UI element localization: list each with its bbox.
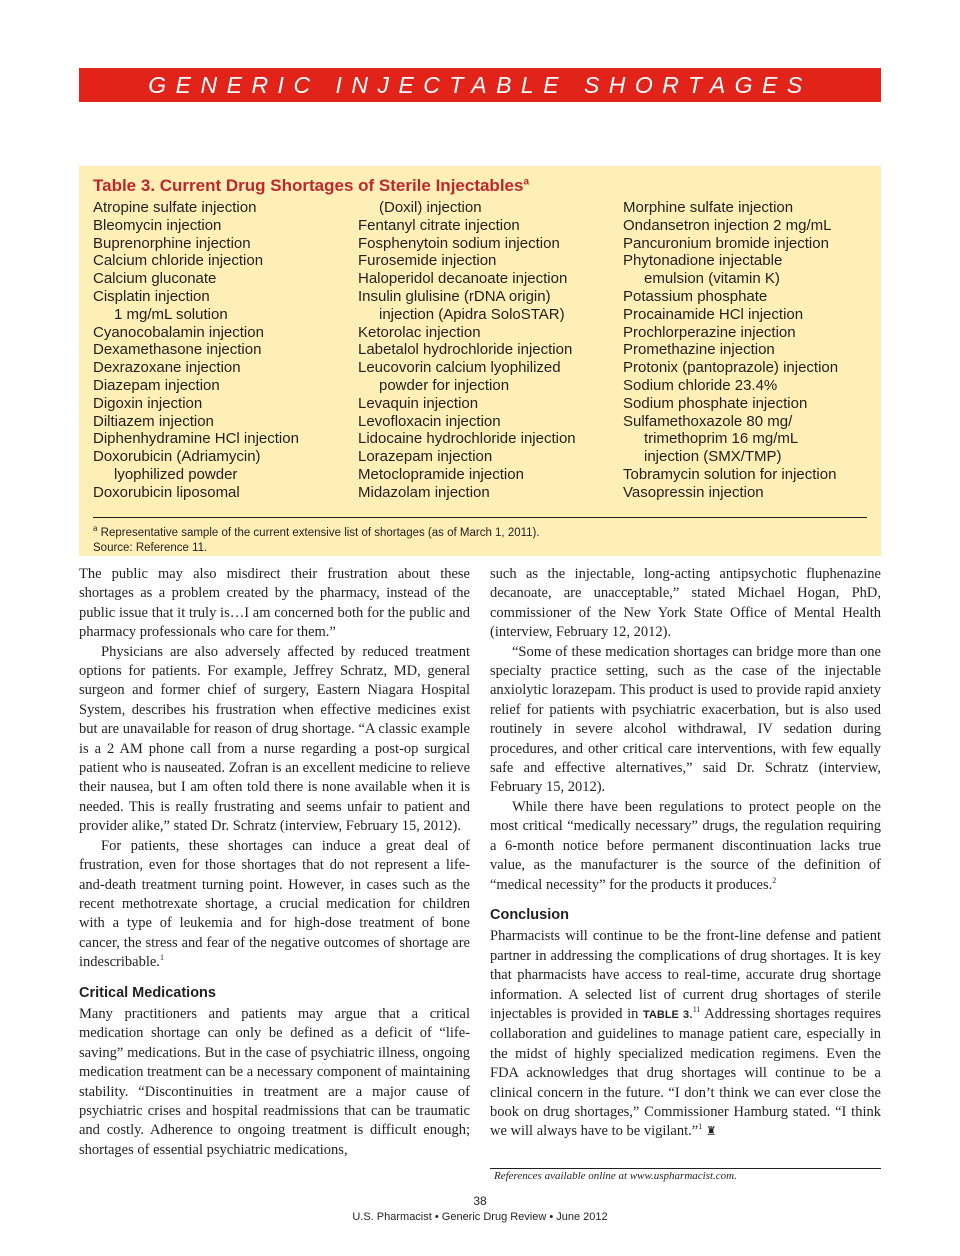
list-item: injection (Apidra SoloSTAR) [379, 305, 565, 323]
page-number: 38 [473, 1194, 487, 1208]
list-item: Doxorubicin (Adriamycin) [93, 448, 261, 466]
list-item: Dexamethasone injection [93, 341, 262, 359]
list-item: Sulfamethoxazole 80 mg/ [623, 412, 793, 430]
list-item: Doxorubicin liposomal [93, 483, 240, 501]
list-item: (Doxil) injection [379, 199, 482, 216]
list-item: Calcium gluconate [93, 270, 217, 288]
list-item: Lorazepam injection [358, 448, 493, 466]
end-of-article-icon: ♜ [705, 1124, 717, 1139]
list-item: Cisplatin injection [93, 287, 210, 305]
table-column-1 [93, 199, 299, 502]
list-item: Midazolam injection [358, 483, 490, 501]
list-item: Fentanyl citrate injection [358, 216, 520, 234]
list-item: Tobramycin solution for injection [623, 465, 837, 483]
body-column-left [79, 565, 470, 1160]
list-item: injection (SMX/TMP) [644, 448, 782, 466]
list-item: powder for injection [379, 376, 510, 394]
body-column-right [490, 565, 881, 1142]
paragraph: For patients, these shortages can induce a great deal of frustration, even for those shortages that do not represent a life-and-death treatment turning point. However, in cases such as the recent methotrexate shortage, a crucial medication for children with a type of leukemia and for high-dose treatment of bone cancer, the stress and fear of the negative outcomes of shortage are indescribable.$^1$ [79, 837, 470, 971]
list-item: Pancuronium bromide injection [623, 234, 829, 252]
references-divider [490, 1168, 881, 1169]
list-item: Insulin glulisine (rDNA origin) [358, 287, 551, 305]
list-item: Haloperidol decanoate injection [358, 270, 568, 288]
list-item: Sodium chloride 23.4% [623, 376, 778, 394]
list-item: Digoxin injection [93, 394, 203, 412]
list-item: Leucovorin calcium lyophilized [358, 359, 561, 377]
list-item: Promethazine injection [623, 341, 775, 359]
paragraph: “Some of these medication shortages can bridge more than one specialty practice setting, such as the case of the injectable anxiolytic lorazepam. This product is used to provide rapid anxiety relief for patients with psychiatric exacerbation, but is also used routinely in severe alcohol withdrawal, IV sedation during procedures, and other critical care interventions, with few equally safe and effective alternatives,” said Dr. Schratz (interview, February 15, 2012). [490, 643, 881, 796]
list-item: Buprenorphine injection [93, 234, 251, 252]
list-item: Ondansetron injection 2 mg/mL [623, 216, 832, 234]
list-item: Labetalol hydrochloride injection [358, 341, 573, 359]
list-item: Metoclopramide injection [358, 465, 524, 483]
list-item: Levofloxacin injection [358, 412, 501, 430]
paragraph: The public may also misdirect their frustration about these shortages as a problem created by the pharmacy, instead of the public issue that it truly is…I am concerned both for the public and pharmacy professionals who care for them.” [79, 566, 470, 641]
paragraph: Physicians are also adversely affected by reduced treatment options for patients. For example, Jeffrey Schratz, MD, general surgeon and former chief of surgery, Eastern Niagara Hospital System, describes his frustration when effective medicines exist but are unavailable for reason of drug shortage. “A classic example is a 2 AM phone call from a nurse regarding a post-op surgical patient who is nauseated. Zofran is an excellent medicine to relieve their nausea, but I am often told there is none available when it is needed. This is really frustrating and seems unfair to patient and provider alike,” stated Dr. Schratz (interview, February 15, 2012). [79, 643, 470, 835]
list-item: trimethoprim 16 mg/mL [644, 430, 799, 448]
drug-shortage-table [79, 166, 881, 556]
list-item: 1 mg/mL solution [114, 305, 228, 323]
list-item: Furosemide injection [358, 252, 497, 270]
list-item: Cyanocobalamin injection [93, 323, 264, 341]
list-item: Potassium phosphate [623, 287, 768, 305]
paragraph: Many practitioners and patients may argue that a critical medication shortage can only be defined as a deficit of “life-saving” medications. But in the case of psychiatric illness, ongoing medication treatment can be a necessary component of maintaining stability. “Discontinuities in treatment are a major cause of psychiatric crises and hospital readmissions that can be traumatic and costly. Adherence to ongoing treatment is difficult enough; shortages of essential psychiatric medications, [79, 1005, 470, 1158]
section-heading-critical-medications: Critical Medications [79, 984, 216, 1001]
list-item: Protonix (pantoprazole) injection [623, 359, 839, 377]
list-item: emulsion (vitamin K) [644, 270, 780, 288]
list-item: Phytonadione injectable [623, 252, 783, 270]
list-item: Levaquin injection [358, 394, 479, 412]
table-column-3 [623, 199, 838, 502]
list-item: lyophilized powder [114, 465, 238, 483]
list-item: Dexrazoxane injection [93, 359, 241, 377]
list-item: Diltiazem injection [93, 412, 214, 430]
list-item: Calcium chloride injection [93, 252, 264, 270]
publication-footer: U.S. Pharmacist • Generic Drug Review • June 2012 [352, 1211, 608, 1223]
table-column-2 [358, 199, 576, 502]
paragraph: such as the injectable, long-acting antipsychotic fluphenazine decanoate, are unacceptable,” stated Michael Hogan, PhD, commissioner of the New York State Office of Mental Health (interview, February 12, 2012). [490, 566, 881, 641]
table-footnote: $^a$ Representative sample of the current extensive list of shortages (as of March 1, 2011). Source: Reference 11. [93, 524, 540, 554]
section-banner: GENERIC INJECTABLE SHORTAGES [79, 68, 881, 102]
list-item: Lidocaine hydrochloride injection [358, 430, 576, 448]
paragraph: While there have been regulations to protect people on the most critical “medically necessary” drugs, the regulation requiring a 6-month notice before permanent discontinuation lacks true value, as the manufacturer is the source of the definition of “medical necessity” for the products it produces.$^2$ [490, 798, 881, 893]
table-divider [93, 517, 867, 518]
list-item: Prochlorperazine injection [623, 323, 796, 341]
list-item: Fosphenytoin sodium injection [358, 234, 560, 252]
list-item: Diazepam injection [93, 376, 220, 394]
list-item: Atropine sulfate injection [93, 199, 257, 216]
table-reference: TABLE 3 [643, 1008, 690, 1021]
list-item: Diphenhydramine HCl injection [93, 430, 299, 448]
list-item: Bleomycin injection [93, 216, 222, 234]
list-item: Procainamide HCl injection [623, 305, 804, 323]
references-note: References available online at www.uspharmacist.com. [494, 1170, 737, 1182]
table-title: Table 3. Current Drug Shortages of Sterile Injectables$^a$ [93, 176, 530, 195]
list-item: Sodium phosphate injection [623, 394, 808, 412]
section-heading-conclusion: Conclusion [490, 906, 569, 923]
list-item: Ketorolac injection [358, 323, 481, 341]
paragraph: Pharmacists will continue to be the front-line defense and patient partner in addressing the complications of drug shortages. It is key that pharmacists have access to real-time, accurate drug shortage information. A selected list of current drug shortages of sterile injectables is provided in TABLE 3.11 Addressing shortages requires collaboration and guidelines to manage patient care, especially in the midst of highly specialized medication regimens. Even the FDA acknowledges that drug shortages will continue to be a clinical concern in the future. “I don’t think we can ever close the book on drug shortages,” Commissioner Hamburg stated. “I think we will always have to be vigilant.”$^1$ ♜ [490, 928, 881, 1140]
list-item: Morphine sulfate injection [623, 199, 794, 216]
list-item: Vasopressin injection [623, 483, 764, 501]
